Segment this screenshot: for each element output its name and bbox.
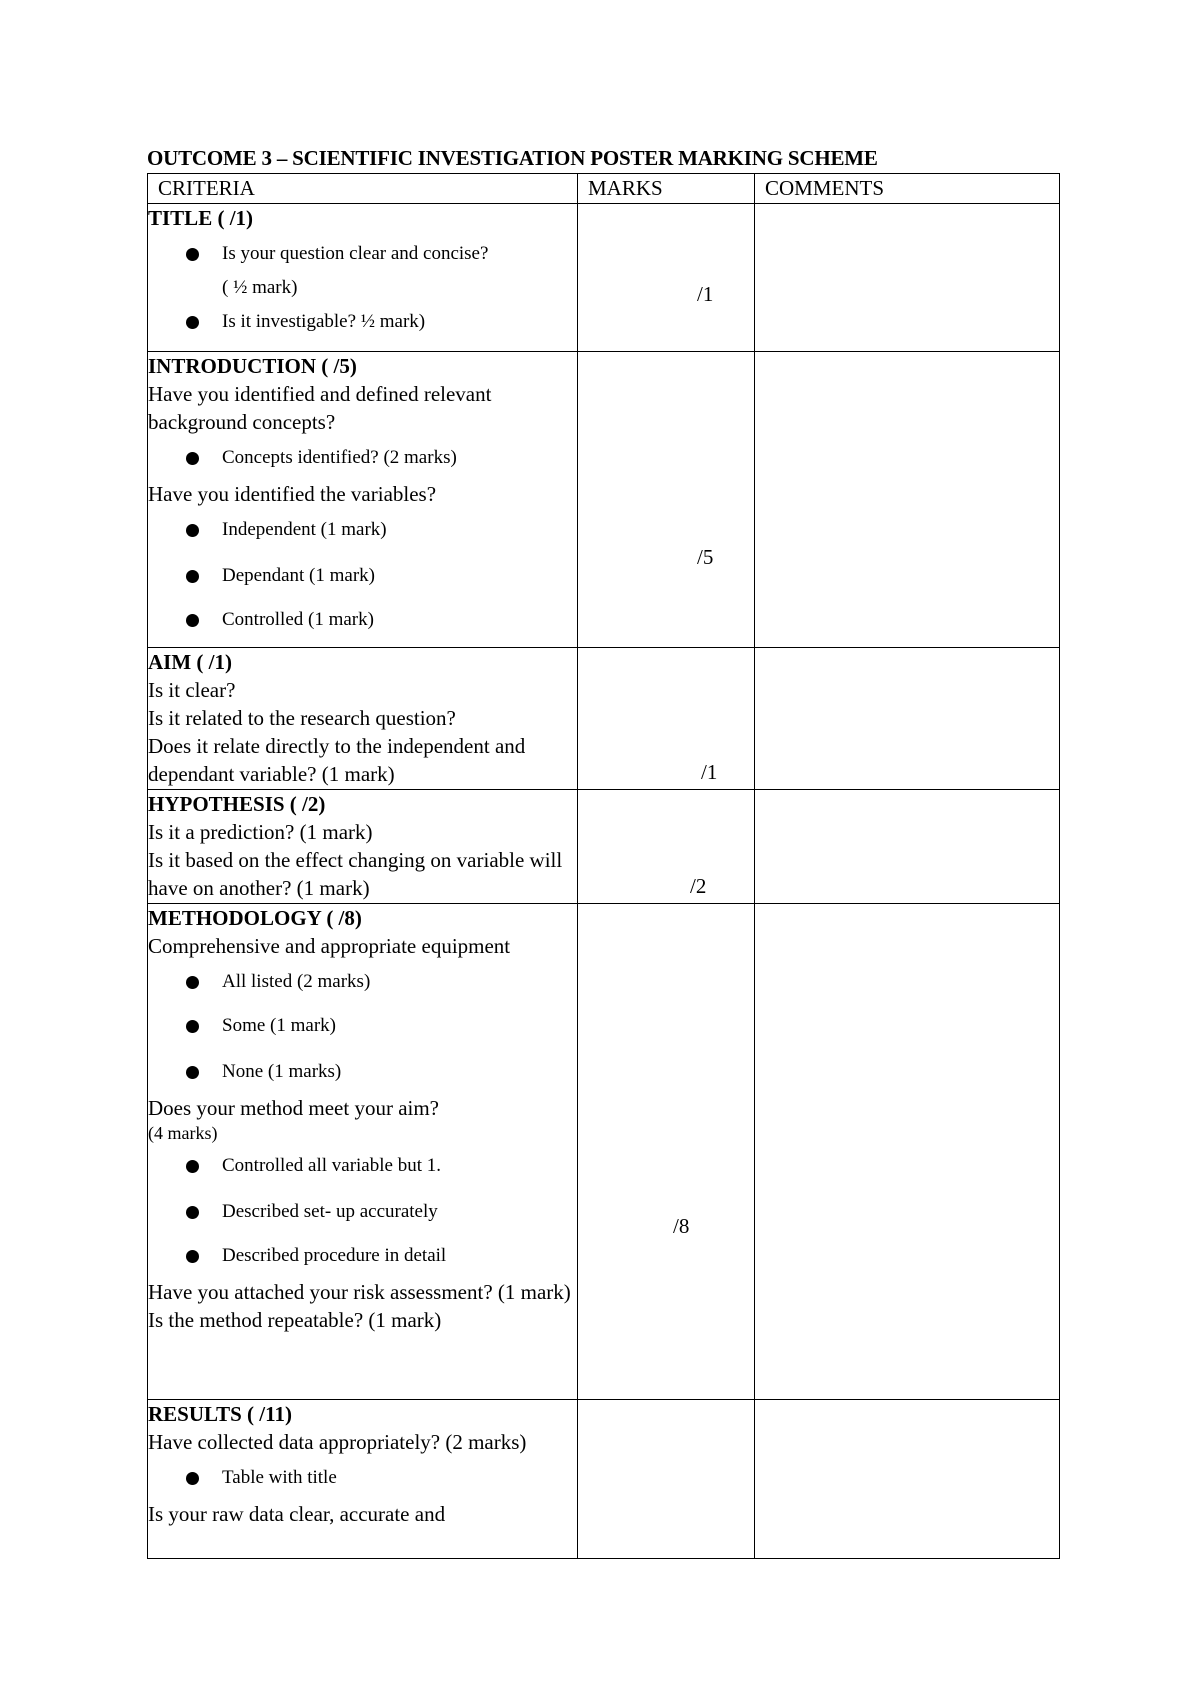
- methodology-heading: METHODOLOGY ( /8): [148, 906, 362, 930]
- list-item: None (1 marks): [148, 1060, 577, 1084]
- introduction-heading: INTRODUCTION ( /5): [148, 354, 357, 378]
- bullet-icon: [186, 570, 199, 583]
- results-marks-cell: [578, 1400, 755, 1559]
- title-bullets: [148, 242, 577, 334]
- bullet-icon: [186, 524, 199, 537]
- marks-header: MARKS: [578, 174, 755, 204]
- list-item: Is it investigable? ½ mark): [148, 310, 577, 334]
- bullet-icon: [186, 316, 199, 329]
- bullet-icon: [186, 976, 199, 989]
- title-row: [148, 204, 1060, 352]
- aim-mark: /1: [701, 760, 718, 784]
- methodology-row: [148, 904, 1060, 1400]
- list-item: Is your question clear and concise? ( ½ mark): [148, 242, 577, 300]
- methodology-mark: /8: [673, 1214, 690, 1238]
- list-item: Controlled (1 mark): [148, 608, 577, 632]
- document-title: OUTCOME 3 – SCIENTIFIC INVESTIGATION POSTER MARKING SCHEME: [147, 146, 878, 170]
- title-mark: /1: [697, 282, 714, 306]
- bullet-icon: [186, 1020, 199, 1033]
- methodology-criteria-cell: METHODOLOGY ( /8) Comprehensive and appropriate equipment All listed (2 marks) Some (1 mark) None (1 marks) Does your method meet your aim? (4 marks) Controlled all variable but 1. Described set- up accurately Described procedure in detail Have you attached your risk assessment? (1 mark) Is the method repeatable? (1 mark): [148, 904, 578, 1400]
- list-item: Table with title: [148, 1466, 577, 1490]
- list-item: Concepts identified? (2 marks): [148, 446, 577, 470]
- hypothesis-heading: HYPOTHESIS ( /2): [148, 792, 326, 816]
- list-item: Dependant (1 mark): [148, 564, 577, 588]
- hypothesis-comments-cell[interactable]: [755, 790, 1060, 904]
- title-criteria-cell: [148, 204, 578, 352]
- list-item: Some (1 mark): [148, 1014, 577, 1038]
- marking-scheme-table: [147, 173, 1060, 1559]
- table-header-row: [148, 174, 1060, 204]
- criteria-header: CRITERIA: [148, 174, 578, 204]
- results-heading: RESULTS ( /11): [148, 1402, 292, 1426]
- results-criteria-cell: RESULTS ( /11) Have collected data appropriately? (2 marks) Table with title Is your raw data clear, accurate and: [148, 1400, 578, 1559]
- hypothesis-criteria-cell: HYPOTHESIS ( /2) Is it a prediction? (1 mark) Is it based on the effect changing on variable will have on another? (1 mark): [148, 790, 578, 904]
- comments-header: COMMENTS: [755, 174, 1060, 204]
- hypothesis-mark: /2: [690, 874, 707, 898]
- title-heading: TITLE ( /1): [148, 206, 254, 230]
- introduction-criteria-cell: INTRODUCTION ( /5) Have you identified and defined relevant background concepts? Concepts identified? (2 marks) Have you identified the variables? Independent (1 mark) Dependant (1 mark) Controlled (1 mark): [148, 352, 578, 648]
- title-marks-cell: [578, 204, 755, 352]
- list-item: All listed (2 marks): [148, 970, 577, 994]
- bullet-icon: [186, 1250, 199, 1263]
- results-comments-cell[interactable]: [755, 1400, 1060, 1559]
- methodology-comments-cell[interactable]: [755, 904, 1060, 1400]
- aim-heading: AIM ( /1): [148, 650, 232, 674]
- bullet-icon: [186, 1160, 199, 1173]
- methodology-marks-cell: [578, 904, 755, 1400]
- introduction-row: [148, 352, 1060, 648]
- list-item: Described set- up accurately: [148, 1200, 577, 1224]
- bullet-icon: [186, 248, 199, 261]
- aim-comments-cell[interactable]: [755, 648, 1060, 790]
- bullet-icon: [186, 1206, 199, 1219]
- list-item: Described procedure in detail: [148, 1244, 577, 1268]
- introduction-marks-cell: [578, 352, 755, 648]
- bullet-icon: [186, 1066, 199, 1079]
- aim-criteria-cell: AIM ( /1) Is it clear? Is it related to the research question? Does it relate directly to the independent and dependant variable? (1 mark): [148, 648, 578, 790]
- bullet-icon: [186, 1472, 199, 1485]
- title-comments-cell[interactable]: [755, 204, 1060, 352]
- list-item: Controlled all variable but 1.: [148, 1154, 577, 1178]
- aim-row: [148, 648, 1060, 790]
- bullet-icon: [186, 614, 199, 627]
- hypothesis-marks-cell: [578, 790, 755, 904]
- hypothesis-row: [148, 790, 1060, 904]
- introduction-comments-cell[interactable]: [755, 352, 1060, 648]
- list-item: Independent (1 mark): [148, 518, 577, 542]
- introduction-mark: /5: [697, 545, 714, 569]
- bullet-icon: [186, 452, 199, 465]
- aim-marks-cell: [578, 648, 755, 790]
- results-row: [148, 1400, 1060, 1559]
